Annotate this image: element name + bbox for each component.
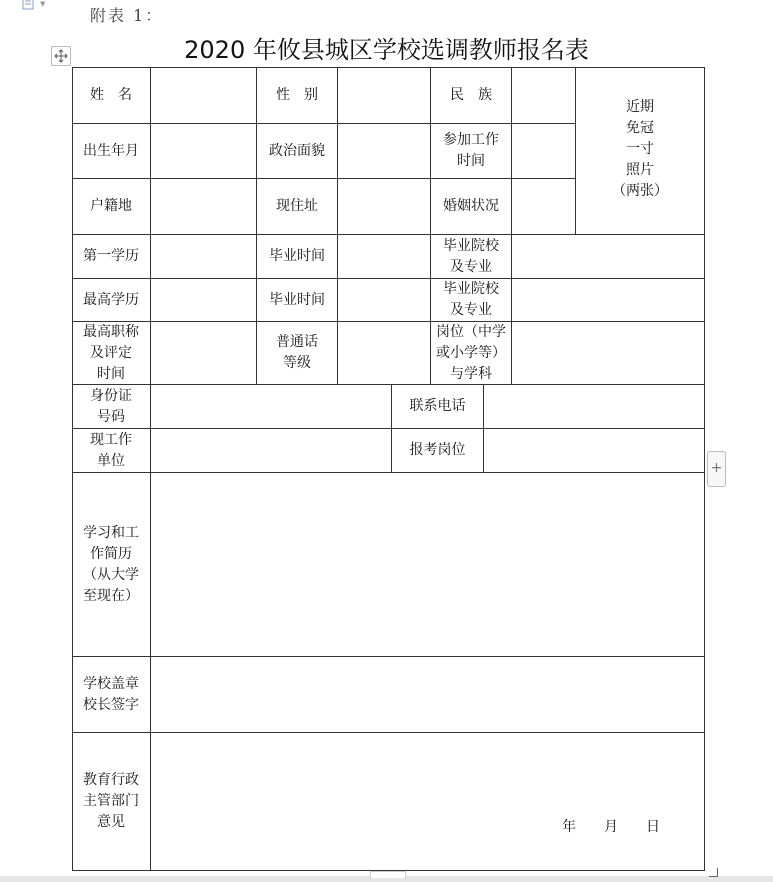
first-degree-label: 第一学历 bbox=[72, 235, 151, 279]
work-start-field[interactable] bbox=[512, 124, 576, 179]
political-label: 政治面貌 bbox=[257, 124, 338, 179]
school-major-field-2[interactable] bbox=[512, 279, 705, 322]
mandarin-field[interactable] bbox=[338, 322, 431, 385]
resume-label: 学习和工 作简历 （从大学 至现在） bbox=[72, 473, 151, 657]
grad-time-field-2[interactable] bbox=[338, 279, 431, 322]
school-major-field-1[interactable] bbox=[512, 235, 705, 279]
current-unit-field[interactable] bbox=[151, 429, 392, 473]
ethnicity-label: 民 族 bbox=[431, 67, 512, 124]
resume-field[interactable] bbox=[151, 473, 705, 657]
address-field[interactable] bbox=[338, 179, 431, 235]
highest-degree-label: 最高学历 bbox=[72, 279, 151, 322]
grad-time-label-1: 毕业时间 bbox=[257, 235, 338, 279]
highest-degree-field[interactable] bbox=[151, 279, 257, 322]
phone-field[interactable] bbox=[484, 385, 705, 429]
gender-field[interactable] bbox=[338, 67, 431, 124]
id-label: 身份证 号码 bbox=[72, 385, 151, 429]
post-subject-field[interactable] bbox=[512, 322, 705, 385]
page-title: 2020 年攸县城区学校选调教师报名表 bbox=[184, 36, 589, 64]
marital-label: 婚姻状况 bbox=[431, 179, 512, 235]
page-tab-marker bbox=[370, 871, 406, 878]
first-degree-field[interactable] bbox=[151, 235, 257, 279]
address-label: 现住址 bbox=[257, 179, 338, 235]
mandarin-label: 普通话 等级 bbox=[257, 322, 338, 385]
photo-box[interactable]: 近期 免冠 一寸 照片 （两张） bbox=[576, 67, 705, 235]
appendix-label: 附表 1： bbox=[90, 6, 164, 25]
gender-label: 性 别 bbox=[257, 67, 338, 124]
ethnicity-field[interactable] bbox=[512, 67, 576, 124]
title-rank-field[interactable] bbox=[151, 322, 257, 385]
dropdown-caret-icon[interactable]: ▼ bbox=[40, 0, 46, 8]
grad-time-label-2: 毕业时间 bbox=[257, 279, 338, 322]
resize-corner-icon[interactable] bbox=[709, 868, 718, 877]
name-label: 姓 名 bbox=[72, 67, 151, 124]
school-seal-label: 学校盖章 校长签字 bbox=[72, 657, 151, 733]
document-icon[interactable] bbox=[22, 0, 36, 10]
post-subject-label: 岗位（中学 或小学等） 与学科 bbox=[431, 322, 512, 385]
current-unit-label: 现工作 单位 bbox=[72, 429, 151, 473]
marital-field[interactable] bbox=[512, 179, 576, 235]
phone-label: 联系电话 bbox=[392, 385, 484, 429]
name-field[interactable] bbox=[151, 67, 257, 124]
apply-post-label: 报考岗位 bbox=[392, 429, 484, 473]
political-field[interactable] bbox=[338, 124, 431, 179]
birth-field[interactable] bbox=[151, 124, 257, 179]
title-rank-label: 最高职称 及评定 时间 bbox=[72, 322, 151, 385]
edu-dept-field[interactable] bbox=[151, 733, 705, 871]
work-start-label: 参加工作 时间 bbox=[431, 124, 512, 179]
registration-form bbox=[72, 67, 705, 871]
school-seal-field[interactable] bbox=[151, 657, 705, 733]
household-label: 户籍地 bbox=[72, 179, 151, 235]
grad-time-field-1[interactable] bbox=[338, 235, 431, 279]
apply-post-field[interactable] bbox=[484, 429, 705, 473]
school-major-label-1: 毕业院校 及专业 bbox=[431, 235, 512, 279]
id-field[interactable] bbox=[151, 385, 392, 429]
household-field[interactable] bbox=[151, 179, 257, 235]
edu-dept-label: 教育行政 主管部门 意见 bbox=[72, 733, 151, 871]
date-line: 年 月 日 bbox=[562, 819, 660, 835]
add-row-button[interactable]: + bbox=[707, 451, 726, 487]
birth-label: 出生年月 bbox=[72, 124, 151, 179]
school-major-label-2: 毕业院校 及专业 bbox=[431, 279, 512, 322]
